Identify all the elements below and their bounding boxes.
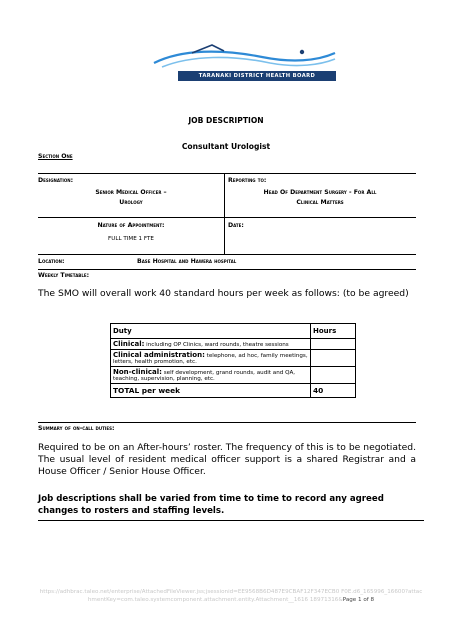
table-header-row <box>111 324 356 339</box>
reporting-label: Reporting to: <box>228 177 267 184</box>
location-value: Base Hospital and Hawera hospital <box>137 258 237 265</box>
appointment-value: FULL TIME 1 FTE <box>108 236 154 242</box>
oncall-text: Required to be on an After-hours’ roster. The frequency of this is to be negotiated. The usual level of resident medical officer support is a shared Registrar and a House Officer / Senior House Officer. <box>38 442 416 477</box>
position-title: Consultant Urologist <box>181 142 271 151</box>
page-number: Page 1 of 8 <box>342 596 375 603</box>
duty-detail: self development, grand rounds, audit and QA, teaching, supervision, planning, etc. <box>113 370 296 382</box>
grid-divider <box>224 217 416 218</box>
table-row <box>111 339 356 350</box>
duty-category: Clinical administration: <box>113 351 205 359</box>
total-hours: 40 <box>311 384 356 398</box>
designation-value: Urology <box>119 199 143 206</box>
organization-logo <box>152 43 336 89</box>
variation-note: Job descriptions shall be varied from time to time to record any agreed changes to rosters and staffing levels. <box>38 494 384 516</box>
duty-category: Non-clinical: <box>113 368 162 376</box>
date-label: Date: <box>228 222 244 229</box>
duty-cell <box>111 367 311 384</box>
designation-value: Senior Medical Officer – <box>95 189 167 196</box>
weekly-timetable-label: Weekly Timetable: <box>38 269 416 279</box>
position-details-grid <box>38 173 416 255</box>
hours-cell <box>311 350 356 367</box>
duty-cell <box>111 339 311 350</box>
duty-category: Clinical: <box>113 340 145 348</box>
page-footer <box>38 589 424 604</box>
table-row <box>111 350 356 367</box>
oncall-label: Summary of on-call duties: <box>38 425 115 432</box>
logo-wave-icon <box>152 43 336 89</box>
appointment-label: Nature of Appointment: <box>97 222 165 229</box>
footer-url: https://adhbrac.taleo.net/enterprise/AttachedFileViewer.jss;jsessionid=EE9568B6D487E9CBAF12F347ECB0 F0E.d6_165996_16600?attachmentKey=com.taleo.systemcomponent.attachment.entity.Attachment__1616 18971316& <box>39 589 423 603</box>
table-total-row <box>111 384 356 398</box>
duty-detail: including OP Clinics, ward rounds, theatre sessions <box>144 342 289 348</box>
table-row <box>111 367 356 384</box>
duty-table <box>110 323 356 398</box>
section-divider <box>38 520 424 521</box>
logo-wordmark: TARANAKI DISTRICT HEALTH BOARD <box>178 71 336 81</box>
location-label: Location: <box>38 258 65 265</box>
duty-detail: telephone, ad hoc, family meetings, letters, health promotion, etc. <box>113 353 308 365</box>
hours-cell <box>311 339 356 350</box>
grid-divider <box>38 217 224 218</box>
section-heading: Section One <box>38 153 73 160</box>
hours-intro: The SMO will overall work 40 standard hours per week as follows: (to be agreed) <box>38 288 409 299</box>
duty-cell <box>111 350 311 367</box>
column-header-hours: Hours <box>311 324 356 339</box>
grid-divider <box>224 174 225 254</box>
reporting-value: Head Of Department Surgery - For All <box>263 189 377 196</box>
hours-cell <box>311 367 356 384</box>
column-header-duty: Duty <box>111 324 311 339</box>
document-type: JOB DESCRIPTION <box>188 116 264 125</box>
reporting-value: Clinical Matters <box>296 199 344 206</box>
designation-label: Designation: <box>38 177 74 184</box>
total-label: TOTAL per week <box>111 384 311 398</box>
